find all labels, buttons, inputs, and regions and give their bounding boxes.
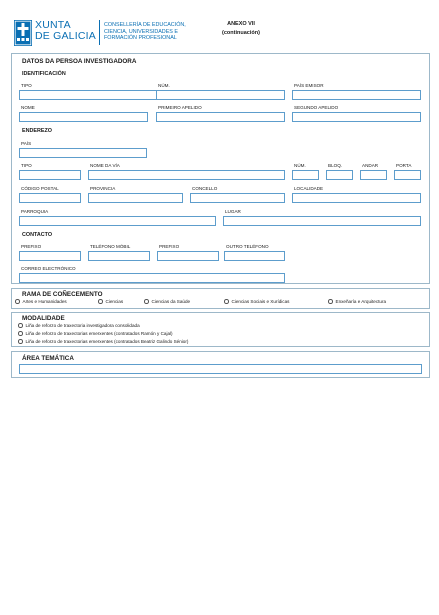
department-line-1: CONSELLERÍA DE EDUCACIÓN, xyxy=(104,22,186,28)
radio-icon xyxy=(15,299,20,304)
knowledge-branch-title: RAMA DE COÑECEMENTO xyxy=(22,291,103,298)
street-name-label: NOME DA VÍA xyxy=(90,163,120,168)
province-field[interactable] xyxy=(88,193,183,203)
floor-field[interactable] xyxy=(360,170,387,180)
radio-icon xyxy=(98,299,103,304)
municipality-label: CONCELLO xyxy=(192,186,218,191)
other-prefix-field[interactable] xyxy=(157,251,219,261)
locality-field[interactable] xyxy=(292,193,421,203)
street-number-field[interactable] xyxy=(292,170,319,180)
modality-section xyxy=(11,312,430,347)
logo-line-1: XUNTA xyxy=(35,19,71,31)
department-name xyxy=(104,22,186,42)
other-phone-field[interactable] xyxy=(224,251,285,261)
first-surname-label: PRIMEIRO APELIDO xyxy=(158,105,202,110)
name-field[interactable] xyxy=(19,112,148,122)
modality-option-consolidated[interactable] xyxy=(18,323,140,328)
province-label: PROVINCIA xyxy=(90,186,116,191)
contact-title: CONTACTO xyxy=(22,232,53,238)
country-field[interactable] xyxy=(19,148,147,158)
modality-title: MODALIDADE xyxy=(22,315,65,322)
logo-line-2: DE GALICIA xyxy=(35,30,96,42)
issuing-country-label: PAÍS EMISOR xyxy=(294,83,324,88)
radio-icon xyxy=(18,331,23,336)
thematic-area-section xyxy=(11,351,430,378)
branch-option-sciences[interactable] xyxy=(98,299,123,304)
other-prefix-label: PREFIXO xyxy=(159,244,180,249)
second-surname-field[interactable] xyxy=(292,112,421,122)
department-line-2: CIENCIA, UNIVERSIDADES E xyxy=(104,28,178,35)
floor-label: ANDAR xyxy=(362,163,379,168)
name-label: NOME xyxy=(21,105,35,110)
radio-icon xyxy=(144,299,149,304)
modality-option-beatriz-galindo[interactable] xyxy=(18,339,188,344)
postal-code-label: CÓDIGO POSTAL xyxy=(21,186,59,191)
modality-option-ramon-y-cajal[interactable] xyxy=(18,331,173,336)
second-surname-label: SEGUNDO APELIDO xyxy=(294,105,339,110)
branch-option-label: Enxeñaría e Arquitectura xyxy=(335,299,387,304)
page-header xyxy=(0,0,439,52)
researcher-section xyxy=(11,53,430,284)
street-type-field[interactable] xyxy=(19,170,81,180)
branch-option-social[interactable] xyxy=(224,299,289,304)
researcher-section-title: DATOS DA PERSOA INVESTIGADORA xyxy=(22,58,137,65)
issuing-country-field[interactable] xyxy=(292,90,421,100)
mobile-prefix-label: PREFIXO xyxy=(21,244,42,249)
municipality-field[interactable] xyxy=(190,193,285,203)
address-title: ENDEREZO xyxy=(22,128,52,134)
radio-icon xyxy=(328,299,333,304)
place-label: LUGAR xyxy=(225,209,241,214)
logo-divider xyxy=(99,20,100,45)
modality-option-label: Liña de reforzo de traxectorias emerxentes (contratados Beatriz Galindo Sénior) xyxy=(25,339,189,344)
locality-label: LOCALIDADE xyxy=(294,186,324,191)
mobile-prefix-field[interactable] xyxy=(19,251,81,261)
branch-option-label: Artes e Humanidades xyxy=(22,299,67,304)
identification-title: IDENTIFICACIÓN xyxy=(22,71,66,77)
xunta-logo-icon xyxy=(14,20,32,46)
annex-heading xyxy=(216,20,266,38)
door-label: PORTA xyxy=(396,163,412,168)
country-label: PAÍS xyxy=(21,141,32,146)
street-number-label: NÚM. xyxy=(294,163,306,168)
block-label: BLOQ. xyxy=(328,163,343,168)
knowledge-branch-section xyxy=(11,288,430,309)
modality-option-label: Liña de reforzo de traxectorias emerxentes (contratados Ramón y Cajal) xyxy=(25,331,173,336)
first-surname-field[interactable] xyxy=(156,112,285,122)
radio-icon xyxy=(224,299,229,304)
branch-option-label: Ciencias da Saúde xyxy=(151,299,191,304)
branch-option-engineering[interactable] xyxy=(328,299,386,304)
place-field[interactable] xyxy=(223,216,421,226)
branch-option-label: Ciencias xyxy=(105,299,124,304)
xunta-wordmark xyxy=(35,20,96,42)
email-label: CORREO ELECTRÓNICO xyxy=(21,266,76,271)
id-number-label: NÚM. xyxy=(158,83,170,88)
id-number-field[interactable] xyxy=(156,90,285,100)
id-type-field[interactable] xyxy=(19,90,158,100)
annex-subtitle: (continuación) xyxy=(222,30,260,36)
email-field[interactable] xyxy=(19,273,285,283)
postal-code-field[interactable] xyxy=(19,193,81,203)
branch-option-arts[interactable] xyxy=(15,299,67,304)
door-field[interactable] xyxy=(394,170,421,180)
radio-icon xyxy=(18,339,23,344)
block-field[interactable] xyxy=(326,170,353,180)
annex-title: ANEXO VII xyxy=(227,21,255,27)
radio-icon xyxy=(18,323,23,328)
id-type-label: TIPO xyxy=(21,83,32,88)
street-name-field[interactable] xyxy=(88,170,285,180)
street-type-label: TIPO xyxy=(21,163,32,168)
other-phone-label: OUTRO TELÉFONO xyxy=(226,244,269,249)
parish-field[interactable] xyxy=(19,216,216,226)
parish-label: PARROQUIA xyxy=(21,209,49,214)
branch-option-label: Ciencias Sociais e Xurídicas xyxy=(231,299,290,304)
thematic-area-field[interactable] xyxy=(19,364,422,374)
modality-option-label: Liña de reforzo de traxectoria investigadora consolidada xyxy=(25,323,140,328)
mobile-phone-label: TELÉFONO MÓBIL xyxy=(90,244,131,249)
mobile-phone-field[interactable] xyxy=(88,251,150,261)
thematic-area-title: ÁREA TEMÁTICA xyxy=(22,355,74,362)
branch-option-health[interactable] xyxy=(144,299,190,304)
department-line-3: FORMACIÓN PROFESIONAL xyxy=(104,35,177,42)
